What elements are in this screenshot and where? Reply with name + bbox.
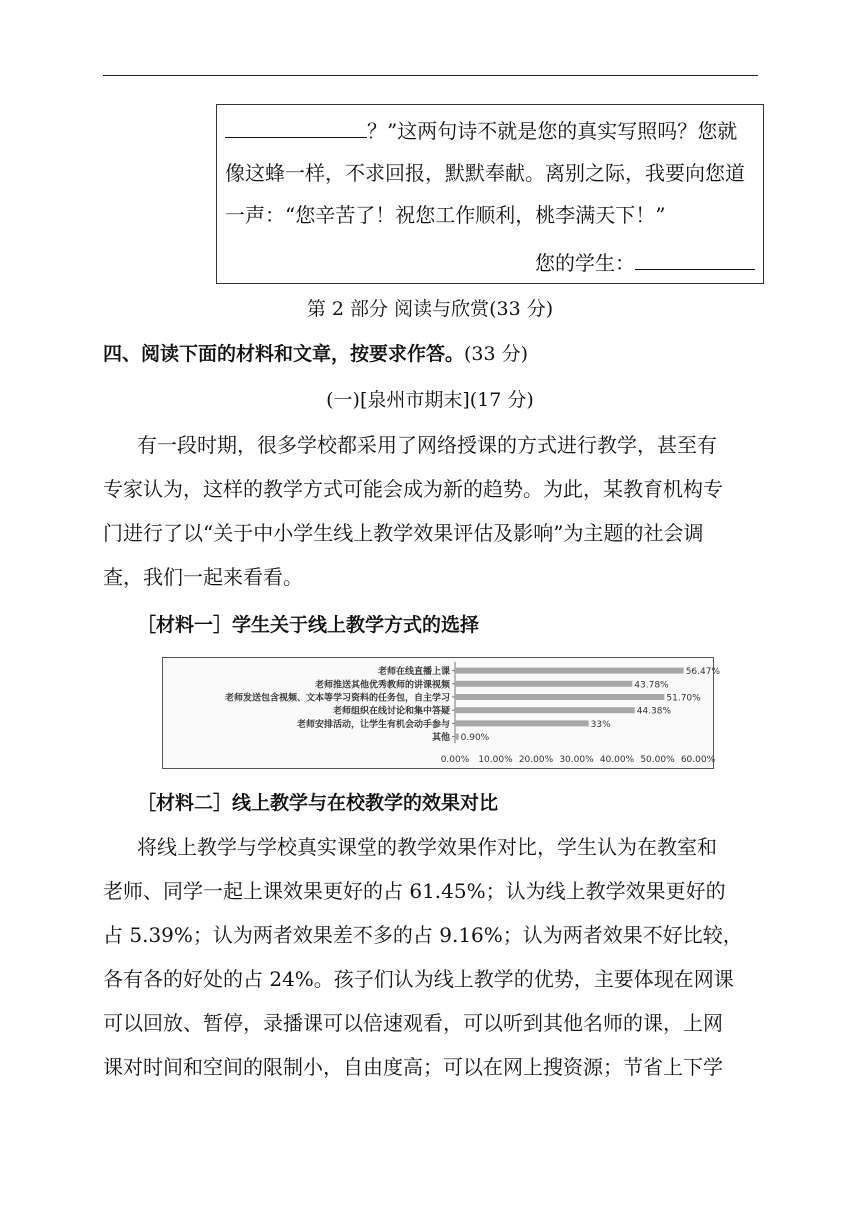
chart-category-label: 老师在线直播上课 [377,667,450,678]
chart-x-tick-label: 50.00% [640,755,675,765]
letter-box [216,104,764,284]
intro-line-1: 有一段时期，很多学校都采用了网络授课的方式进行教学，甚至有 [137,433,717,457]
letter-line-2: 像这蜂一样，不求回报，默默奉献。离别之际，我要向您道 [225,161,745,185]
letter-line-1-text: ？”这两句诗不就是您的真实写照吗？您就 [367,119,738,143]
chart-bar [455,681,632,687]
chart-x-tick-label: 10.00% [478,755,513,765]
body-line-2: 老师、同学一起上课效果更好的占 61.45%；认为线上教学效果更好的 [103,879,726,903]
chart-bar [455,720,589,726]
chart-x-tick-label: 0.00% [440,755,470,765]
body-line-3: 占 5.39%；认为两者效果差不多的占 9.16%；认为两者效果不好比较， [103,923,743,947]
question-heading-text: 四、阅读下面的材料和文章，按要求作答。 [103,343,465,365]
question-heading [103,342,528,366]
body-line-6: 课对时间和空间的限制小，自由度高；可以在网上搜资源；节省上下学 [103,1055,723,1079]
chart-frame [162,657,721,769]
material-1-label: ［材料一］学生关于线上教学方式的选择 [137,614,480,636]
bar-chart [163,658,721,767]
question-points: (33 分) [464,343,529,365]
header-rule [103,75,758,76]
chart-x-tick-label: 20.00% [518,755,554,765]
letter-line-1 [225,119,737,143]
chart-value-label: 33% [590,719,611,730]
chart-category-label: 其他 [431,733,450,744]
chart-category-label: 老师安排活动，让学生有机会动手参与 [296,719,450,730]
chart-category-label: 老师发送包含视频、文本等学习资料的任务包，自主学习 [224,693,450,704]
chart-bar [455,707,635,713]
chart-value-label: 43.78% [634,680,669,691]
intro-line-4: 查，我们一起来看看。 [103,565,303,589]
chart-value-label: 51.70% [666,693,701,704]
letter-line-3: 一声：“您辛苦了！祝您工作顺利，桃李满天下！” [225,203,666,227]
body-line-1: 将线上教学与学校真实课堂的教学效果作对比，学生认为在教室和 [137,835,717,859]
part-title: 第 2 部分 阅读与欣赏(33 分) [306,298,554,320]
body-line-4: 各有各的好处的占 24%。孩子们认为线上教学的优势，主要体现在网课 [103,967,734,991]
signature-label: 您的学生： [535,251,635,275]
chart-category-label: 老师推送其他优秀教师的讲课视频 [314,680,450,691]
chart-x-tick-label: 60.00% [680,755,716,765]
letter-signature [535,251,755,275]
material-2-label: ［材料二］线上教学与在校教学的效果对比 [137,792,499,814]
chart-bar [455,668,684,674]
chart-category-label: 老师组织在线讨论和集中答疑 [332,706,450,717]
chart-value-label: 0.90% [460,733,490,744]
chart-value-label: 56.47% [685,667,721,678]
body-line-5: 可以回放、暂停，录播课可以倍速观看，可以听到其他名师的课，上网 [103,1011,723,1035]
chart-bar [455,734,459,740]
fill-blank-signature[interactable] [635,251,755,270]
intro-line-2: 专家认为，这样的教学方式可能会成为新的趋势。为此，某教育机构专 [103,477,723,501]
fill-blank-poem[interactable] [225,119,367,138]
intro-line-3: 门进行了以“关于中小学生线上教学效果评估及影响”为主题的社会调 [103,521,704,545]
chart-x-tick-label: 30.00% [559,755,594,765]
section-title: (一)[泉州市期末](17 分) [326,389,534,411]
chart-bar [455,694,664,700]
chart-x-tick-label: 40.00% [599,755,635,765]
chart-value-label: 44.38% [636,706,672,717]
